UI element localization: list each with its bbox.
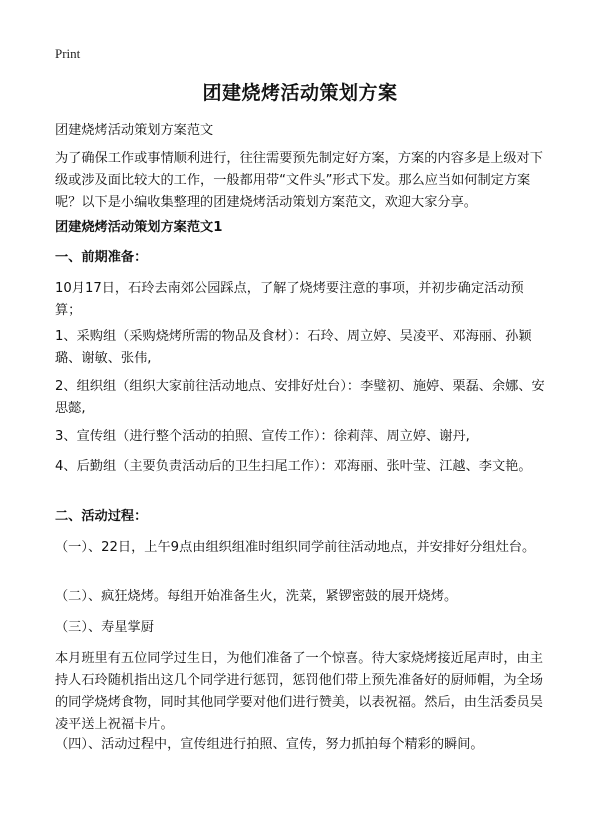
document-subtitle: 团建烧烤活动策划方案范文 [55, 123, 214, 138]
document-title: 团建烧烤活动策划方案 [202, 82, 398, 104]
print-link[interactable]: Print [55, 46, 81, 61]
step1-paragraph: （一）、22日，上午9点由组织组准时组织同学前往活动地点，并安排好分组灶台。 [55, 540, 536, 555]
step4-paragraph: （四）、活动过程中，宣传组进行拍照、宣传，努力抓拍每个精彩的瞬间。 [55, 737, 484, 752]
section-title: 团建烧烤活动策划方案范文1 [55, 220, 223, 235]
group3-paragraph: 3、宣传组（进行整个活动的拍照、宣传工作）：徐莉萍、周立婷、谢丹, [55, 429, 470, 444]
step3-heading: （三）、寿星掌厨 [55, 620, 154, 635]
group4-paragraph: 4、后勤组（主要负责活动后的卫生扫尾工作）：邓海丽、张叶莹、江越、李文艳。 [55, 459, 532, 474]
group1-paragraph: 1、采购组（采购烧烤所需的物品及食材）：石玲、周立婷、吴凌平、邓海丽、孙颖璐、谢敏、张伟, [55, 329, 532, 366]
step3-detail-paragraph: 本月班里有五位同学过生日，为他们准备了一个惊喜。待大家烧烤接近尾声时，由主持人石玲随机指出这几个同学进行惩罚，惩罚他们带上预先准备好的厨师帽，为全场的同学烧烤食物，同时其他同学要对他们进行赞美，以表祝福。然后，由生活委员吴凌平送上祝福卡片。 [55, 651, 543, 732]
part2-heading: 二、活动过程： [55, 509, 148, 524]
part1-heading: 一、前期准备： [55, 250, 148, 265]
step2-paragraph: （二）、疯狂烧烤。每组开始准备生火，洗菜，紧锣密鼓的展开烧烤。 [55, 589, 458, 604]
date-paragraph: 10月17日，石玲去南郊公园踩点，了解了烧烤要注意的事项，并初步确定活动预算； [55, 281, 524, 318]
group2-paragraph: 2、组织组（组织大家前往活动地点、安排好灶台）：李璧初、施婷、栗磊、余娜、安思懿, [55, 379, 545, 416]
intro-paragraph: 为了确保工作或事情顺利进行，往往需要预先制定好方案，方案的内容多是上级对下级或涉及面比较大的工作，一般都用带“文件头”形式下发。那么应当如何制定方案呢？以下是小编收集整理的团建烧烤活动策划方案范文，欢迎大家分享。 [55, 151, 543, 210]
